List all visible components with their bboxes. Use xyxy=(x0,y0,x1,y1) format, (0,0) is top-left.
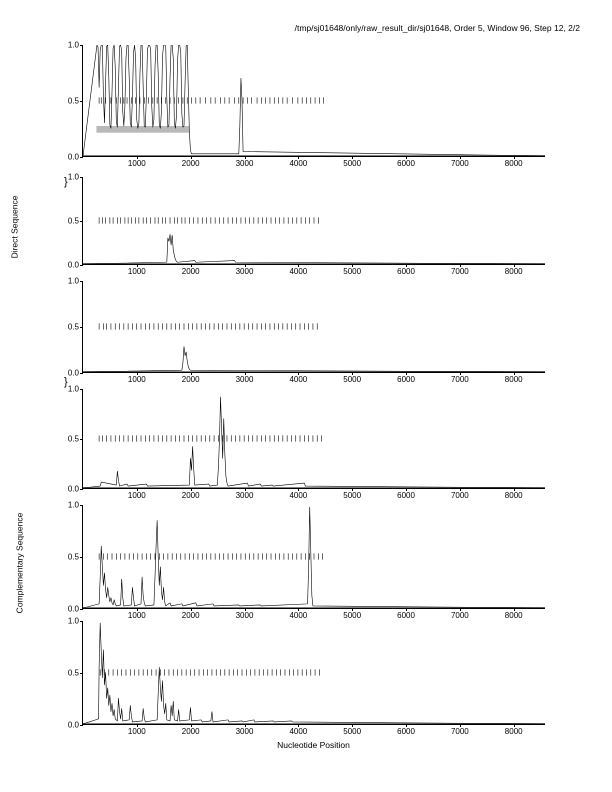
plot-area xyxy=(83,177,545,264)
y-axis-label-complementary: Complementary Sequence xyxy=(14,512,25,614)
x-tick-label: 8000 xyxy=(504,491,523,500)
y-tick-label: 0.0 xyxy=(67,152,79,162)
plot-panel-2 xyxy=(67,172,545,276)
y-tick-mark xyxy=(80,157,83,158)
x-tick-label: 8000 xyxy=(504,611,523,620)
figure-title: /tmp/sj01648/only/raw_result_dir/sj01648, Order 5, Window 96, Step 12, 2/2 xyxy=(294,23,580,33)
y-tick-label: 0.0 xyxy=(67,604,79,614)
x-tick-label: 6000 xyxy=(397,491,415,500)
y-tick-label: 0.0 xyxy=(67,720,79,730)
x-tick-label: 7000 xyxy=(450,611,469,620)
x-tick-label: 4000 xyxy=(289,491,308,500)
brace-direct: } xyxy=(64,176,68,188)
x-tick-label: 6000 xyxy=(397,267,415,276)
y-tick-label: 1.0 xyxy=(67,40,79,50)
y-tick-label: 1.0 xyxy=(67,276,79,286)
x-tick-label: 2000 xyxy=(181,375,200,384)
plot-area xyxy=(83,281,545,372)
x-tick-label: 7000 xyxy=(450,375,469,384)
x-tick-label: 6000 xyxy=(397,611,415,620)
x-tick-label: 8000 xyxy=(504,375,523,384)
plot-area xyxy=(83,45,545,156)
plot-panel-3 xyxy=(67,276,545,384)
x-tick-label: 2000 xyxy=(181,727,200,736)
x-tick-label: 3000 xyxy=(235,491,254,500)
y-tick-label: 0.5 xyxy=(67,434,79,444)
x-tick-label: 1000 xyxy=(127,375,146,384)
x-axis-label: Nucleotide Position xyxy=(277,740,350,750)
plot-panel-5 xyxy=(67,500,545,620)
plot-panel-6 xyxy=(67,616,545,736)
plot-area xyxy=(83,389,545,488)
plot-area xyxy=(83,505,545,608)
y-tick-label: 0.5 xyxy=(67,216,79,226)
x-tick-label: 1000 xyxy=(127,159,146,168)
x-tick-label: 4000 xyxy=(289,611,308,620)
x-tick-label: 8000 xyxy=(504,159,523,168)
x-tick-label: 1000 xyxy=(127,267,146,276)
x-tick-label: 3000 xyxy=(235,159,254,168)
x-tick-label: 3000 xyxy=(235,727,254,736)
x-tick-label: 1000 xyxy=(127,727,146,736)
x-tick-label: 3000 xyxy=(235,267,254,276)
x-tick-label: 5000 xyxy=(343,267,362,276)
y-tick-label: 1.0 xyxy=(67,172,79,182)
x-tick-label: 4000 xyxy=(289,159,308,168)
x-tick-label: 4000 xyxy=(289,727,308,736)
x-tick-label: 5000 xyxy=(343,159,362,168)
x-tick-label: 7000 xyxy=(450,159,469,168)
x-tick-label: 5000 xyxy=(343,375,362,384)
y-tick-mark xyxy=(80,265,83,266)
x-tick-label: 6000 xyxy=(397,727,415,736)
x-tick-label: 2000 xyxy=(181,491,200,500)
x-tick-label: 1000 xyxy=(127,611,146,620)
x-tick-label: 8000 xyxy=(504,267,523,276)
x-tick-label: 3000 xyxy=(235,375,254,384)
y-tick-label: 0.5 xyxy=(67,96,79,106)
x-tick-label: 2000 xyxy=(181,611,200,620)
plot-panel-4 xyxy=(67,384,545,500)
x-tick-label: 3000 xyxy=(235,611,254,620)
plot-area xyxy=(83,621,545,724)
y-tick-label: 1.0 xyxy=(67,616,79,626)
y-tick-mark xyxy=(80,609,83,610)
y-tick-mark xyxy=(80,489,83,490)
y-tick-label: 0.0 xyxy=(67,368,79,378)
y-tick-label: 0.5 xyxy=(67,668,79,678)
x-tick-label: 7000 xyxy=(450,267,469,276)
x-tick-label: 5000 xyxy=(343,727,362,736)
x-tick-label: 2000 xyxy=(181,267,200,276)
y-tick-label: 0.5 xyxy=(67,552,79,562)
y-tick-mark xyxy=(80,373,83,374)
brace-complementary: } xyxy=(64,376,68,388)
plot-panel-1 xyxy=(67,40,545,168)
x-tick-label: 7000 xyxy=(450,491,469,500)
x-tick-label: 5000 xyxy=(343,611,362,620)
y-tick-label: 0.0 xyxy=(67,260,79,270)
x-tick-label: 6000 xyxy=(397,159,415,168)
x-tick-label: 7000 xyxy=(450,727,469,736)
x-tick-label: 4000 xyxy=(289,375,308,384)
y-tick-label: 0.5 xyxy=(67,322,79,332)
y-tick-label: 1.0 xyxy=(67,384,79,394)
x-tick-label: 5000 xyxy=(343,491,362,500)
x-tick-label: 4000 xyxy=(289,267,308,276)
y-tick-label: 0.0 xyxy=(67,484,79,494)
x-tick-label: 1000 xyxy=(127,491,146,500)
y-axis-label-direct: Direct Sequence xyxy=(9,195,20,259)
y-tick-label: 1.0 xyxy=(67,500,79,510)
x-tick-label: 8000 xyxy=(504,727,523,736)
y-tick-mark xyxy=(80,725,83,726)
x-tick-label: 6000 xyxy=(397,375,415,384)
x-tick-label: 2000 xyxy=(181,159,200,168)
